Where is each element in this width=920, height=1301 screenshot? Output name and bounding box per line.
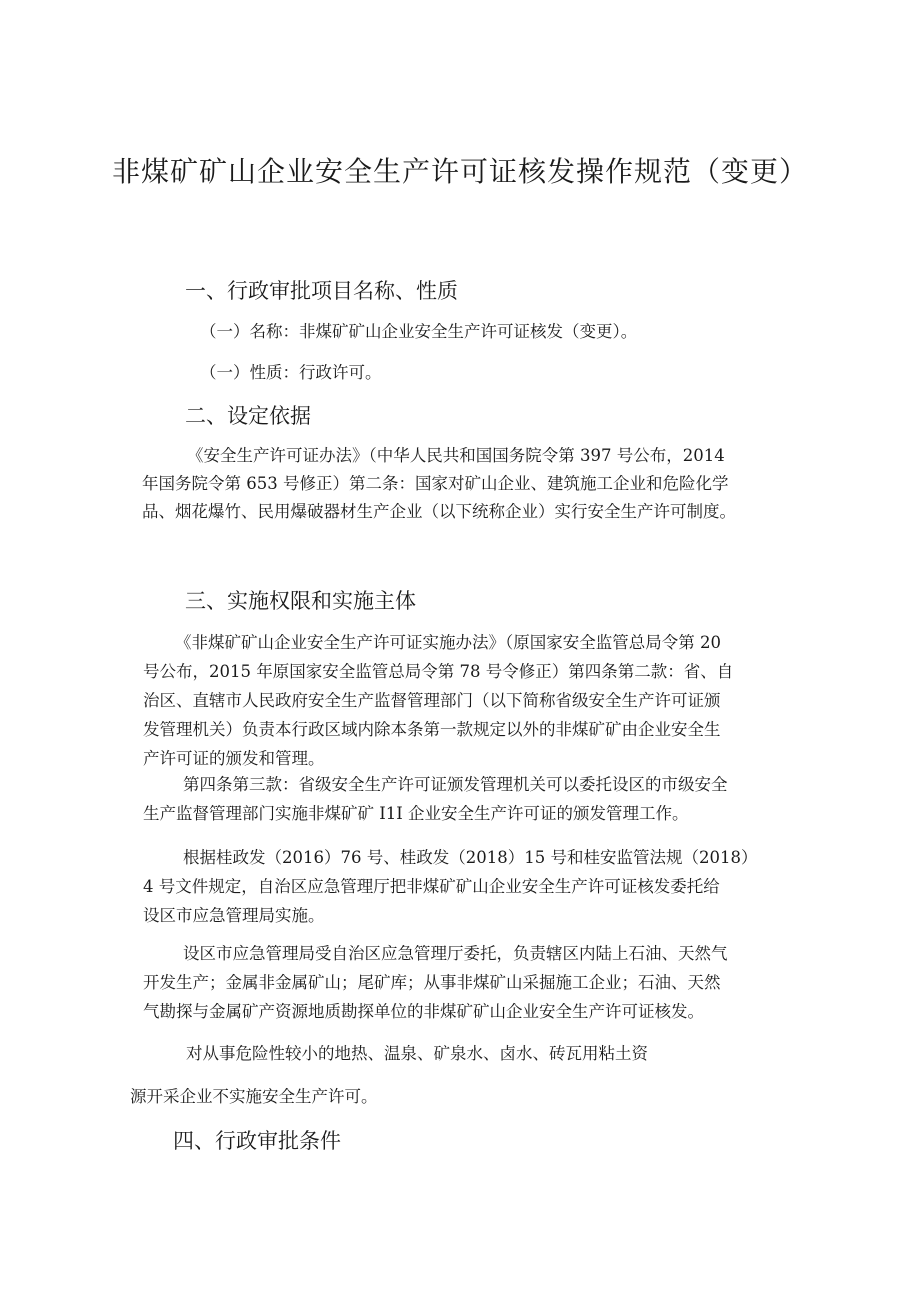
section-2-line: 年国务院令第 653 号修正）第二条：国家对矿山企业、建筑施工企业和危险化学: [142, 474, 729, 493]
section-3-paragraph-2: [143, 770, 728, 828]
section-3-p2-line: 生产监督管理部门实施非煤矿矿 I1I 企业安全生产许可证的颁发管理工作。: [143, 804, 689, 823]
document-title: 非煤矿矿山企业安全生产许可证核发操作规范（变更）: [111, 155, 808, 188]
section-3-p1-line: 号公布，2015 年原国家安全监管总局令第 78 号令修正）第四条第二款：省、自: [143, 662, 734, 681]
section-3-p3-line: 4 号文件规定，自治区应急管理厅把非煤矿矿山企业安全生产许可证核发委托给: [143, 877, 720, 896]
section-3-paragraph-4: [143, 939, 728, 1026]
section-3-p2-line: 第四条第三款：省级安全生产许可证颁发管理机关可以委托设区的市级安全: [183, 775, 728, 794]
section-2-line: 《安全生产许可证办法》（中华人民共和国国务院令第 397 号公布，2014: [187, 446, 725, 465]
section-3-paragraph-5-line-2: 源开采企业不实施安全生产许可。: [130, 1087, 378, 1106]
section-4-heading: 四、行政审批条件: [173, 1129, 341, 1153]
section-3-p3-line: 设区市应急管理局实施。: [143, 906, 325, 925]
section-3-p4-line: 气勘探与金属矿产资源地质勘探单位的非煤矿矿山企业安全生产许可证核发。: [143, 1002, 704, 1021]
section-3-p1-line: 发管理机关）负责本行政区域内除本条第一款规定以外的非煤矿矿由企业安全生: [143, 720, 721, 739]
section-3-paragraph-5-line-1: 对从事危险性较小的地热、温泉、矿泉水、卤水、砖瓦用粘土资: [186, 1044, 648, 1063]
section-1-heading: 一、行政审批项目名称、性质: [185, 279, 458, 303]
section-3-heading: 三、实施权限和实施主体: [185, 589, 416, 613]
section-2-paragraph: [142, 442, 736, 526]
section-3-paragraph-1: [143, 628, 733, 773]
section-3-p4-line: 设区市应急管理局受自治区应急管理厅委托，负责辖区内陆上石油、天然气: [183, 944, 728, 963]
section-1-nature-line: （一）性质：行政许可。: [200, 363, 382, 382]
section-2-line: 品、烟花爆竹、民用爆破器材生产企业（以下统称企业）实行安全生产许可制度。: [142, 502, 736, 521]
section-3-p4-line: 开发生产；金属非金属矿山；尾矿库；从事非煤矿山采掘施工企业；石油、天然: [143, 973, 721, 992]
section-3-p1-line: 治区、直辖市人民政府安全生产监督管理部门（以下简称省级安全生产许可证颁: [143, 691, 721, 710]
section-3-p3-line: 根据桂政发（2016）76 号、桂政发（2018）15 号和桂安监管法规（2018）: [183, 848, 758, 867]
section-3-p1-line: 产许可证的颁发和管理。: [143, 749, 325, 768]
section-3-paragraph-3: [143, 843, 757, 930]
section-1-name-line: （一）名称：非煤矿矿山企业安全生产许可证核发（变更）。: [200, 322, 638, 341]
section-2-heading: 二、设定依据: [185, 404, 311, 428]
section-3-p1-line: 《非煤矿矿山企业安全生产许可证实施办法》（原国家安全监管总局令第 20: [175, 633, 721, 652]
